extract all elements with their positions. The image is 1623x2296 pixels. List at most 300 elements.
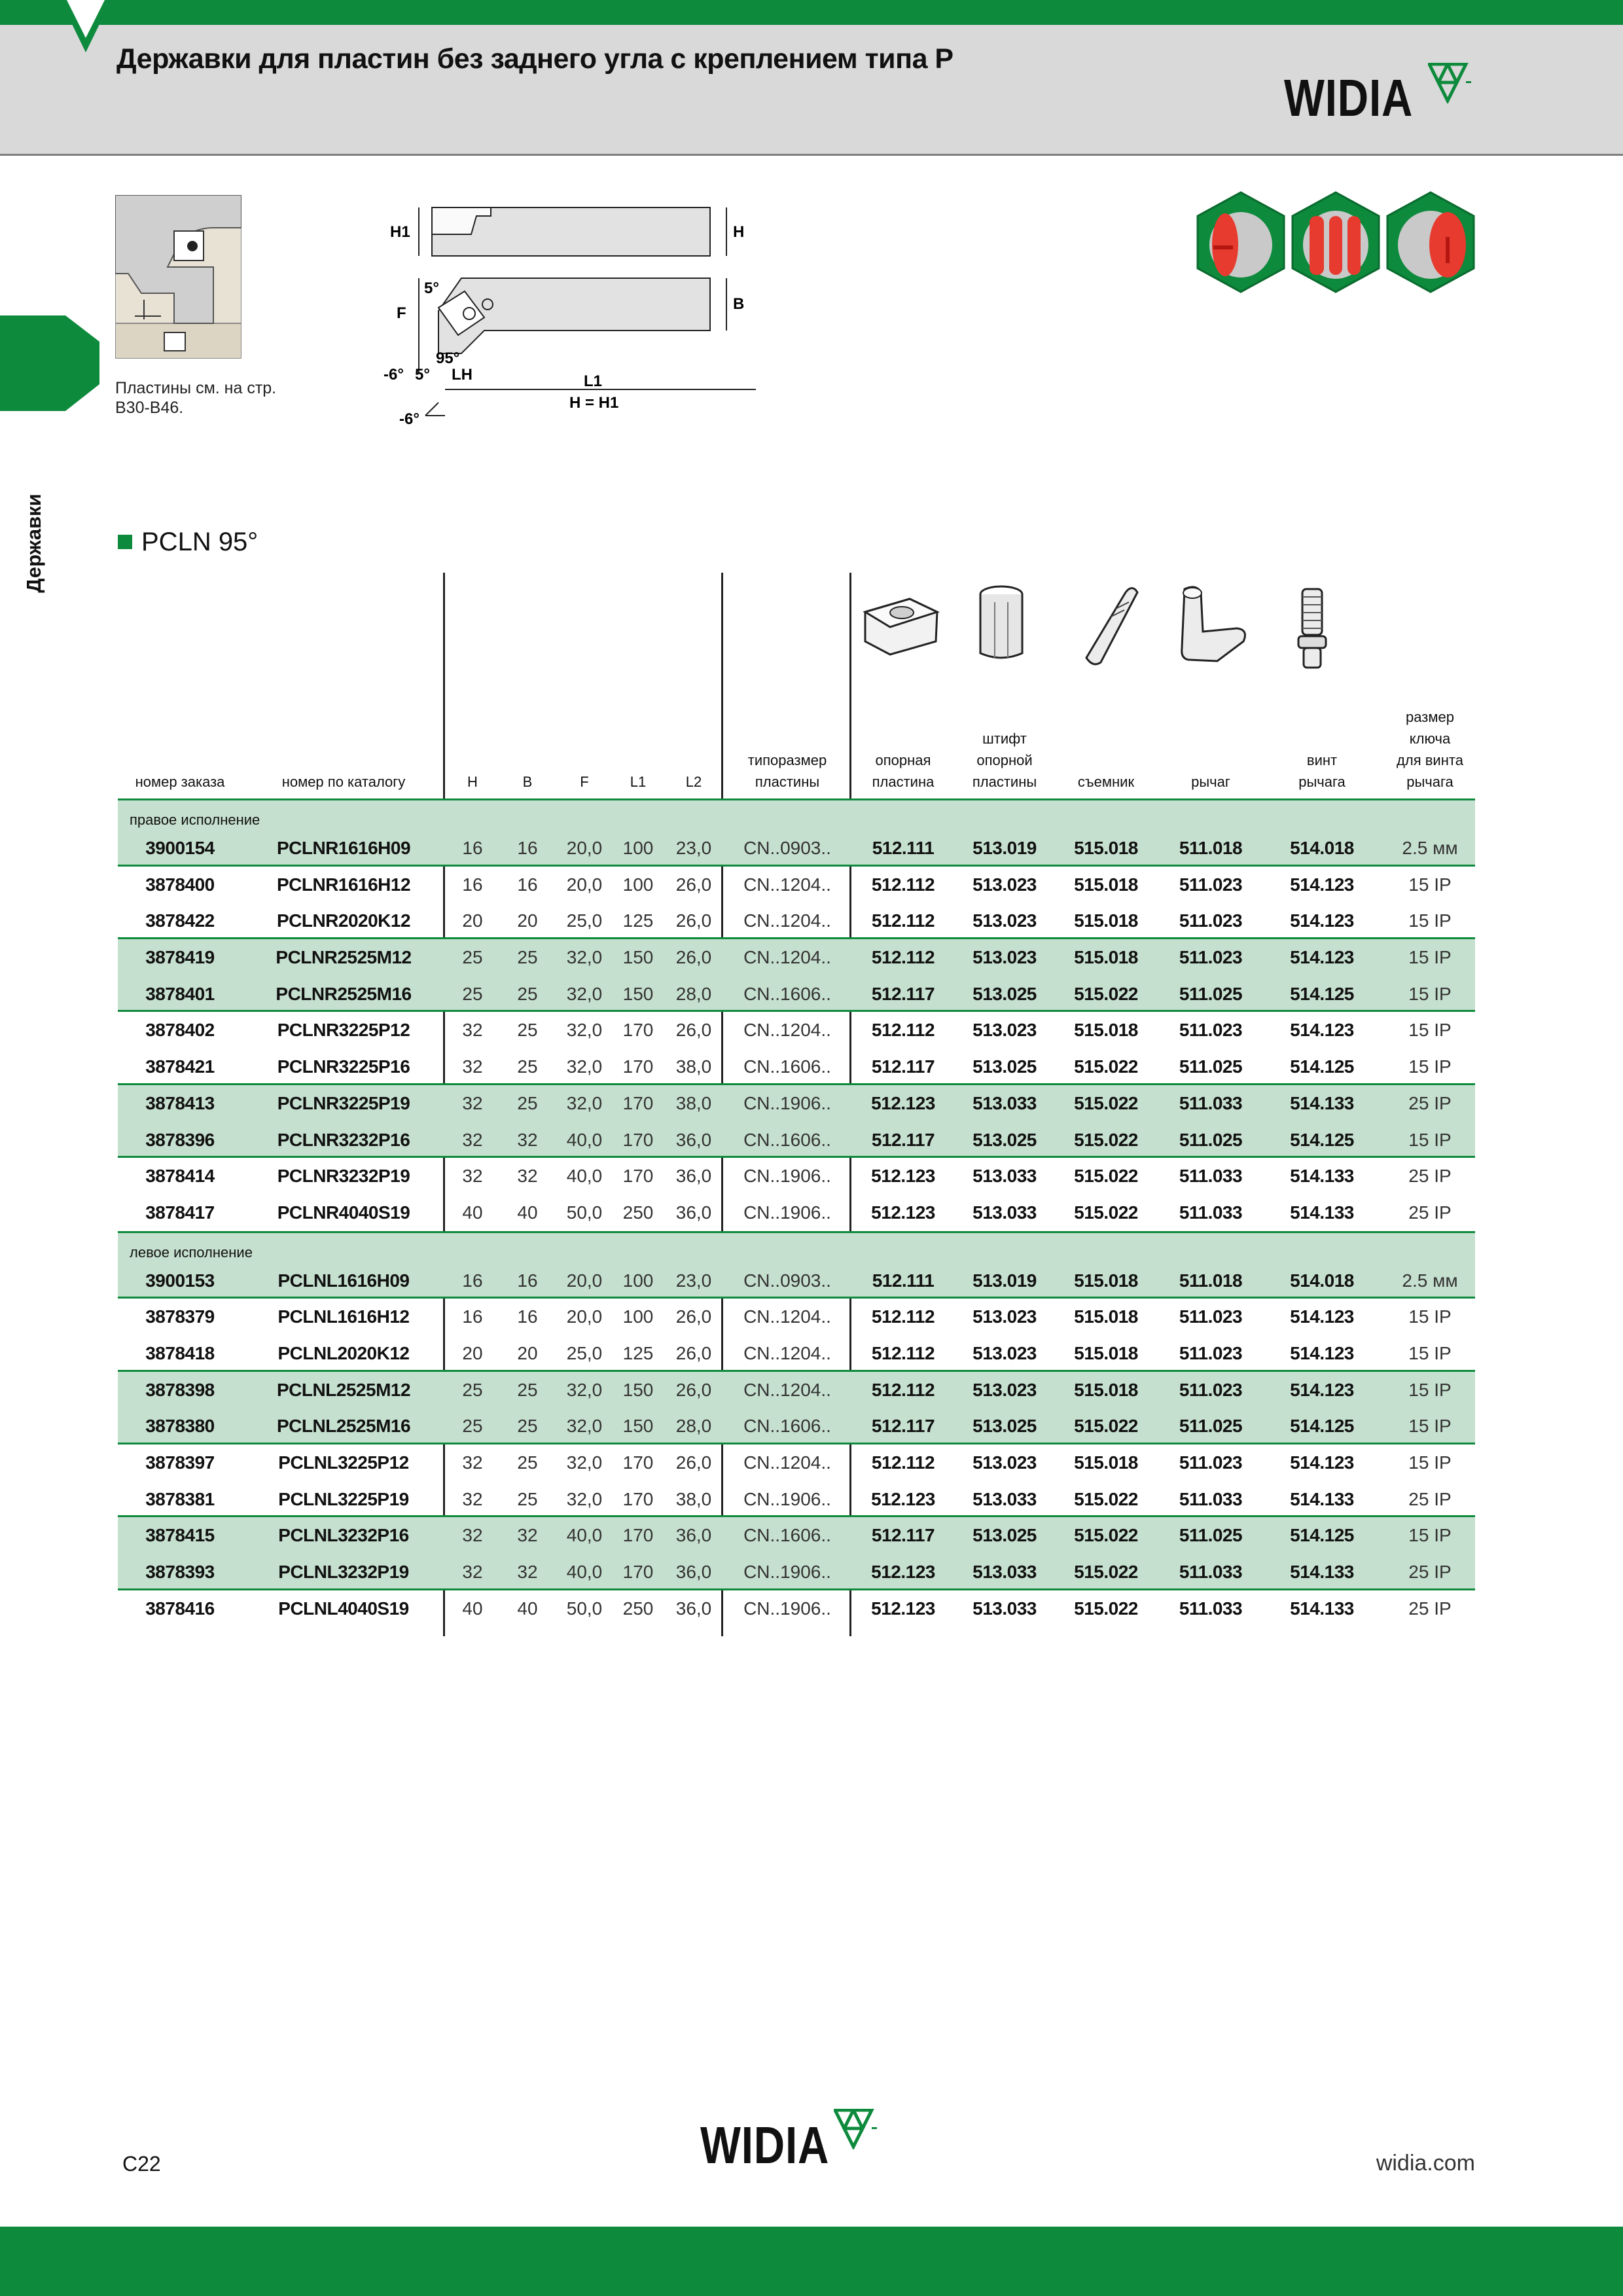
- drawing-label-h1: H1: [390, 223, 410, 241]
- cell-f: 25,0: [566, 1342, 603, 1363]
- drawing-label-neg6deg: -6°: [383, 366, 404, 384]
- cell-ext: 515.018: [1074, 838, 1138, 858]
- cell-l1: 170: [622, 1166, 654, 1187]
- cell-key: 25 IP: [1408, 1202, 1452, 1223]
- cell-lever: 511.023: [1179, 947, 1243, 968]
- cell-l2: 26,0: [675, 1379, 712, 1400]
- cell-cat: PCLNL3225P12: [278, 1452, 409, 1473]
- cell-cat: PCLNR3232P16: [277, 1129, 410, 1150]
- cell-pin: 513.033: [972, 1598, 1037, 1619]
- cell-l2: 26,0: [675, 874, 712, 895]
- cell-l2: 36,0: [675, 1166, 712, 1187]
- cell-f: 32,0: [566, 1379, 603, 1400]
- cell-ext: 515.018: [1074, 1452, 1138, 1473]
- table-row: [118, 1194, 1475, 1231]
- cell-b: 32: [517, 1129, 538, 1150]
- table-row: [118, 1263, 1475, 1299]
- drawing-label-h: H: [733, 223, 745, 241]
- cell-key: 25 IP: [1408, 1166, 1452, 1187]
- col-header-shim-pin-line: опорной: [976, 752, 1033, 768]
- cell-ins: CN..0903..: [743, 838, 831, 858]
- col-header-shim-pin-line: пластины: [972, 774, 1037, 790]
- cell-b: 40: [517, 1202, 538, 1223]
- cell-f: 32,0: [566, 947, 603, 968]
- cell-l2: 26,0: [675, 1020, 712, 1041]
- cell-b: 32: [517, 1166, 538, 1187]
- cell-f: 32,0: [566, 1092, 603, 1113]
- cell-h: 25: [462, 1379, 483, 1400]
- cell-order: 3878416: [145, 1598, 215, 1619]
- cell-h: 16: [462, 1306, 483, 1327]
- cell-f: 32,0: [566, 1488, 603, 1509]
- cell-shim: 512.117: [871, 1525, 935, 1546]
- cell-cat: PCLNR1616H09: [276, 838, 411, 858]
- cell-cat: PCLNR3225P19: [277, 1092, 410, 1113]
- cell-b: 25: [517, 1056, 538, 1077]
- cell-shim: 512.112: [871, 947, 935, 968]
- cell-ins: CN..1906..: [743, 1202, 831, 1223]
- cell-h: 32: [462, 1129, 483, 1150]
- cell-h: 25: [462, 983, 483, 1004]
- cell-cat: PCLNL3232P16: [278, 1525, 409, 1546]
- cell-b: 16: [517, 1306, 538, 1327]
- cell-cat: PCLNR2525M12: [276, 947, 412, 968]
- lever-icon: [1182, 587, 1245, 661]
- cell-ins: CN..1906..: [743, 1166, 831, 1187]
- cell-l1: 150: [622, 947, 654, 968]
- cell-ins: CN..1906..: [743, 1562, 831, 1583]
- drawing-label-lh: LH: [452, 366, 473, 384]
- cell-l2: 26,0: [675, 1452, 712, 1473]
- cell-l2: 38,0: [675, 1092, 712, 1113]
- cell-key: 25 IP: [1408, 1092, 1452, 1113]
- cell-pin: 513.023: [972, 1452, 1037, 1473]
- cell-f: 20,0: [566, 1306, 603, 1327]
- cell-f: 40,0: [566, 1562, 603, 1583]
- cell-order: 3878414: [145, 1166, 215, 1187]
- cell-h: 25: [462, 947, 483, 968]
- cell-key: 2.5 мм: [1402, 1270, 1458, 1291]
- cell-screw: 514.133: [1290, 1488, 1354, 1509]
- cell-shim: 512.123: [871, 1202, 935, 1223]
- cell-h: 32: [462, 1166, 483, 1187]
- cell-lever: 511.023: [1179, 910, 1243, 931]
- cell-l1: 170: [622, 1562, 654, 1583]
- cell-lever: 511.023: [1179, 1342, 1243, 1363]
- cell-order: 3878380: [145, 1416, 215, 1437]
- cell-shim: 512.112: [871, 1452, 935, 1473]
- cell-l2: 26,0: [675, 910, 712, 931]
- cell-cat: PCLNL1616H12: [277, 1306, 410, 1327]
- cell-pin: 513.033: [972, 1488, 1037, 1509]
- spare-parts-icons: [851, 576, 1374, 674]
- cell-ins: CN..1204..: [743, 910, 831, 931]
- cell-ins: CN..1606..: [743, 1129, 831, 1150]
- table-row: [118, 1158, 1475, 1194]
- table-row: [118, 976, 1475, 1013]
- cell-ext: 515.018: [1074, 1379, 1138, 1400]
- cell-f: 20,0: [566, 1270, 603, 1291]
- cell-lever: 511.025: [1179, 983, 1243, 1004]
- cell-key: 15 IP: [1408, 983, 1452, 1004]
- cell-l2: 26,0: [675, 947, 712, 968]
- drawing-label-5deg-bottom: 5°: [415, 366, 430, 384]
- cell-b: 25: [517, 1488, 538, 1509]
- cell-shim: 512.123: [871, 1166, 935, 1187]
- cell-ins: CN..0903..: [743, 1270, 831, 1291]
- cell-b: 25: [517, 983, 538, 1004]
- cell-ext: 515.022: [1074, 1416, 1138, 1437]
- cell-ext: 515.018: [1074, 910, 1138, 931]
- drawing-label-95deg: 95°: [436, 350, 460, 367]
- cell-screw: 514.133: [1290, 1562, 1354, 1583]
- col-header-b: B: [522, 774, 533, 790]
- col-header-catalog-no: номер по каталогу: [281, 774, 406, 790]
- cell-l1: 100: [622, 1306, 654, 1327]
- cell-ext: 515.018: [1074, 1306, 1138, 1327]
- cell-pin: 513.025: [972, 1525, 1037, 1546]
- cell-l1: 170: [622, 1129, 654, 1150]
- cell-b: 25: [517, 1452, 538, 1473]
- cell-l1: 250: [622, 1202, 654, 1223]
- cell-pin: 513.033: [972, 1166, 1037, 1187]
- lever-screw-icon: [1298, 589, 1326, 668]
- cell-shim: 512.111: [872, 1270, 935, 1291]
- col-header-extractor: [1054, 771, 1158, 793]
- cell-cat: PCLNR3225P16: [277, 1056, 410, 1077]
- cell-order: 3878417: [145, 1202, 215, 1223]
- logo-text: WIDIA: [1284, 69, 1414, 127]
- cell-h: 32: [462, 1452, 483, 1473]
- cell-key: 15 IP: [1408, 874, 1452, 895]
- cell-lever: 511.033: [1179, 1092, 1243, 1113]
- cell-h: 32: [462, 1056, 483, 1077]
- cell-key: 25 IP: [1408, 1562, 1452, 1583]
- cell-pin: 513.025: [972, 1056, 1037, 1077]
- table-row: [118, 1590, 1475, 1627]
- cell-l1: 170: [622, 1488, 654, 1509]
- cell-cat: PCLNR2020K12: [276, 910, 411, 931]
- col-header-lever-line: рычаг: [1191, 774, 1230, 790]
- cell-f: 50,0: [566, 1202, 603, 1223]
- cell-lever: 511.025: [1179, 1129, 1243, 1150]
- cell-screw: 514.123: [1290, 1379, 1354, 1400]
- cell-screw: 514.123: [1290, 1020, 1354, 1041]
- cell-l1: 150: [622, 1379, 654, 1400]
- cell-l2: 26,0: [675, 1306, 712, 1327]
- cell-screw: 514.123: [1290, 947, 1354, 968]
- cell-pin: 513.025: [972, 1416, 1037, 1437]
- cell-pin: 513.023: [972, 910, 1037, 931]
- table-row: [118, 1122, 1475, 1158]
- cell-f: 32,0: [566, 1416, 603, 1437]
- cell-shim: 512.117: [871, 1056, 935, 1077]
- cell-lever: 511.025: [1179, 1525, 1243, 1546]
- cell-pin: 513.023: [972, 874, 1037, 895]
- cell-l2: 28,0: [675, 983, 712, 1004]
- cell-ext: 515.022: [1074, 1598, 1138, 1619]
- group-label: правое исполнение: [118, 798, 1475, 830]
- cell-lever: 511.023: [1179, 1020, 1243, 1041]
- cell-lever: 511.025: [1179, 1416, 1243, 1437]
- cell-ext: 515.022: [1074, 983, 1138, 1004]
- table-row: [118, 1408, 1475, 1444]
- cell-l1: 170: [622, 1056, 654, 1077]
- cell-pin: 513.025: [972, 983, 1037, 1004]
- section-title: [118, 528, 258, 557]
- cell-key: 15 IP: [1408, 1306, 1452, 1327]
- cell-screw: 514.133: [1290, 1166, 1354, 1187]
- cell-cat: PCLNR3225P12: [277, 1020, 410, 1041]
- cell-key: 15 IP: [1408, 1020, 1452, 1041]
- cell-h: 32: [462, 1020, 483, 1041]
- cell-f: 32,0: [566, 983, 603, 1004]
- cell-ext: 515.018: [1074, 1020, 1138, 1041]
- cell-ext: 515.022: [1074, 1056, 1138, 1077]
- col-header-shim-line: пластина: [872, 774, 935, 790]
- cell-cat: PCLNR4040S19: [277, 1202, 410, 1223]
- cell-h: 32: [462, 1562, 483, 1583]
- cell-h: 20: [462, 910, 483, 931]
- table-row: [118, 1517, 1475, 1554]
- cell-order: 3878419: [145, 947, 215, 968]
- cell-ext: 515.018: [1074, 1342, 1138, 1363]
- widia-logo-footer: [700, 2106, 897, 2172]
- table-row: [118, 1554, 1475, 1590]
- cell-shim: 512.117: [871, 1129, 935, 1150]
- cell-ext: 515.022: [1074, 1129, 1138, 1150]
- cell-screw: 514.018: [1290, 838, 1354, 858]
- cell-ins: CN..1204..: [743, 874, 831, 895]
- cell-key: 15 IP: [1408, 1342, 1452, 1363]
- cell-h: 16: [462, 1270, 483, 1291]
- application-icons: [1195, 191, 1476, 296]
- cell-lever: 511.023: [1179, 1306, 1243, 1327]
- cell-f: 25,0: [566, 910, 603, 931]
- cell-l1: 100: [622, 838, 654, 858]
- cell-l2: 36,0: [675, 1562, 712, 1583]
- cell-f: 32,0: [566, 1452, 603, 1473]
- cell-shim: 512.112: [871, 1020, 935, 1041]
- widia-triangles-icon: [834, 2109, 878, 2149]
- cell-h: 32: [462, 1525, 483, 1546]
- cell-ext: 515.018: [1074, 874, 1138, 895]
- cell-lever: 511.018: [1179, 1270, 1243, 1291]
- cell-b: 25: [517, 1020, 538, 1041]
- col-header-insert-size-line: типоразмер: [747, 752, 827, 768]
- section-side-tab: [0, 315, 99, 411]
- cell-pin: 513.019: [972, 1270, 1037, 1291]
- col-header-extractor-line: съемник: [1077, 774, 1135, 790]
- cell-lever: 511.023: [1179, 1452, 1243, 1473]
- cell-h: 40: [462, 1202, 483, 1223]
- table-row: [118, 1049, 1475, 1085]
- cell-order: 3878398: [145, 1379, 215, 1400]
- cell-lever: 511.033: [1179, 1598, 1243, 1619]
- cell-pin: 513.023: [972, 1342, 1037, 1363]
- cell-ins: CN..1906..: [743, 1092, 831, 1113]
- cell-ext: 515.022: [1074, 1202, 1138, 1223]
- table-row: [118, 867, 1475, 903]
- drawing-label-f: F: [397, 304, 406, 322]
- cell-pin: 513.023: [972, 947, 1037, 968]
- footer-logo-text: WIDIA: [700, 2116, 830, 2174]
- cell-b: 20: [517, 910, 538, 931]
- inserts-note-line-2: B30-B46.: [115, 399, 184, 417]
- cell-lever: 511.025: [1179, 1056, 1243, 1077]
- cell-key: 2.5 мм: [1402, 838, 1458, 858]
- side-tab-label: Державки: [22, 493, 45, 593]
- group-label: левое исполнение: [118, 1231, 1475, 1263]
- face-turning-icon: [1198, 192, 1284, 292]
- table-row: [118, 903, 1475, 939]
- col-header-lever-screw-line: рычага: [1298, 774, 1346, 790]
- cell-b: 32: [517, 1562, 538, 1583]
- cell-l2: 36,0: [675, 1129, 712, 1150]
- table-row: [118, 1012, 1475, 1049]
- cell-lever: 511.018: [1179, 838, 1243, 858]
- holders-table: [118, 798, 1475, 1626]
- cell-key: 15 IP: [1408, 910, 1452, 931]
- cell-key: 15 IP: [1408, 1416, 1452, 1437]
- cell-cat: PCLNL3225P19: [278, 1488, 409, 1509]
- cell-ins: CN..1606..: [743, 1056, 831, 1077]
- drawing-label-5deg-top: 5°: [424, 279, 439, 297]
- cell-screw: 514.133: [1290, 1092, 1354, 1113]
- cell-order: 3878402: [145, 1020, 215, 1041]
- cell-key: 15 IP: [1408, 947, 1452, 968]
- cell-l2: 28,0: [675, 1416, 712, 1437]
- cell-ext: 515.022: [1074, 1092, 1138, 1113]
- col-header-insert-size-line: пластины: [755, 774, 820, 790]
- cell-l2: 36,0: [675, 1202, 712, 1223]
- cell-h: 40: [462, 1598, 483, 1619]
- cell-order: 3900154: [145, 838, 215, 858]
- profiling-icon: [1293, 192, 1379, 292]
- cell-cat: PCLNR1616H12: [276, 874, 411, 895]
- cell-shim: 512.112: [871, 1342, 935, 1363]
- extractor-icon: [1086, 588, 1137, 664]
- shim-icon: [865, 599, 937, 655]
- corner-triangle-icon: [60, 0, 111, 52]
- cell-h: 32: [462, 1488, 483, 1509]
- cell-ins: CN..1606..: [743, 983, 831, 1004]
- cell-key: 25 IP: [1408, 1598, 1452, 1619]
- col-header-h: H: [467, 774, 478, 790]
- cell-screw: 514.125: [1290, 1416, 1354, 1437]
- section-title-text: PCLN 95°: [141, 528, 259, 556]
- cell-order: 3878401: [145, 983, 215, 1004]
- table-row: [118, 1481, 1475, 1518]
- col-header-lever-screw-line: винт: [1306, 752, 1338, 768]
- cell-key: 25 IP: [1408, 1488, 1452, 1509]
- cell-b: 40: [517, 1598, 538, 1619]
- cell-ext: 515.022: [1074, 1525, 1138, 1546]
- cell-f: 20,0: [566, 874, 603, 895]
- cell-ins: CN..1204..: [743, 1452, 831, 1473]
- cell-l2: 38,0: [675, 1488, 712, 1509]
- cell-screw: 514.123: [1290, 874, 1354, 895]
- cell-cat: PCLNL1616H09: [277, 1270, 410, 1291]
- shim-pin-icon: [980, 586, 1022, 658]
- cell-key: 15 IP: [1408, 1129, 1452, 1150]
- cell-shim: 512.123: [871, 1488, 935, 1509]
- cell-cat: PCLNR3232P19: [277, 1166, 410, 1187]
- cell-screw: 514.133: [1290, 1202, 1354, 1223]
- cell-ext: 515.022: [1074, 1166, 1138, 1187]
- cell-screw: 514.123: [1290, 1306, 1354, 1327]
- col-header-shim-pin: [952, 728, 1057, 793]
- cell-pin: 513.025: [972, 1129, 1037, 1150]
- table-row: [118, 939, 1475, 976]
- cell-lever: 511.033: [1179, 1488, 1243, 1509]
- cell-order: 3878413: [145, 1092, 215, 1113]
- cell-order: 3878381: [145, 1488, 215, 1509]
- col-header-shim-pin-line: штифт: [982, 730, 1027, 747]
- col-header-lever: [1158, 771, 1263, 793]
- cell-ins: CN..1906..: [743, 1488, 831, 1509]
- cell-f: 40,0: [566, 1166, 603, 1187]
- cell-ins: CN..1906..: [743, 1598, 831, 1619]
- cell-ins: CN..1204..: [743, 1306, 831, 1327]
- cell-ins: CN..1204..: [743, 1379, 831, 1400]
- cell-b: 20: [517, 1342, 538, 1363]
- website-link[interactable]: widia.com: [1376, 2151, 1475, 2176]
- cell-ext: 515.018: [1074, 947, 1138, 968]
- col-header-l2: L2: [685, 774, 702, 790]
- cell-f: 32,0: [566, 1056, 603, 1077]
- cell-l1: 150: [622, 1416, 654, 1437]
- page-number: C22: [122, 2152, 161, 2176]
- cell-b: 32: [517, 1525, 538, 1546]
- cell-h: 25: [462, 1416, 483, 1437]
- cell-shim: 512.117: [871, 1416, 935, 1437]
- table-row: [118, 830, 1475, 867]
- cell-ins: CN..1606..: [743, 1416, 831, 1437]
- page-title: Державки для пластин без заднего угла с креплением типа P: [116, 43, 954, 75]
- cell-order: 3878415: [145, 1525, 215, 1546]
- cell-screw: 514.125: [1290, 983, 1354, 1004]
- cell-ext: 515.018: [1074, 1270, 1138, 1291]
- cell-lever: 511.033: [1179, 1202, 1243, 1223]
- cell-pin: 513.033: [972, 1092, 1037, 1113]
- cell-l1: 170: [622, 1452, 654, 1473]
- cell-order: 3878397: [145, 1452, 215, 1473]
- col-header-shim: [851, 749, 955, 793]
- cell-b: 25: [517, 1092, 538, 1113]
- inserts-reference-note: [115, 378, 276, 418]
- cell-order: 3878418: [145, 1342, 215, 1363]
- cell-shim: 512.123: [871, 1092, 935, 1113]
- table-row: [118, 1299, 1475, 1335]
- cell-l1: 125: [622, 910, 654, 931]
- cell-l1: 125: [622, 1342, 654, 1363]
- cell-screw: 514.018: [1290, 1270, 1354, 1291]
- col-header-key-size-line: размер: [1406, 709, 1454, 725]
- cell-shim: 512.112: [871, 910, 935, 931]
- inserts-note-line-1: Пластины см. на стр.: [115, 379, 277, 397]
- top-brand-bar: [0, 0, 1623, 25]
- col-header-f: F: [580, 774, 589, 790]
- holder-thumbnail-image: [115, 195, 241, 359]
- col-header-l1: L1: [630, 774, 647, 790]
- cell-pin: 513.033: [972, 1202, 1037, 1223]
- cell-shim: 512.123: [871, 1562, 935, 1583]
- cell-b: 16: [517, 1270, 538, 1291]
- cell-f: 32,0: [566, 1020, 603, 1041]
- cell-pin: 513.023: [972, 1020, 1037, 1041]
- bottom-brand-bar: [0, 2227, 1623, 2296]
